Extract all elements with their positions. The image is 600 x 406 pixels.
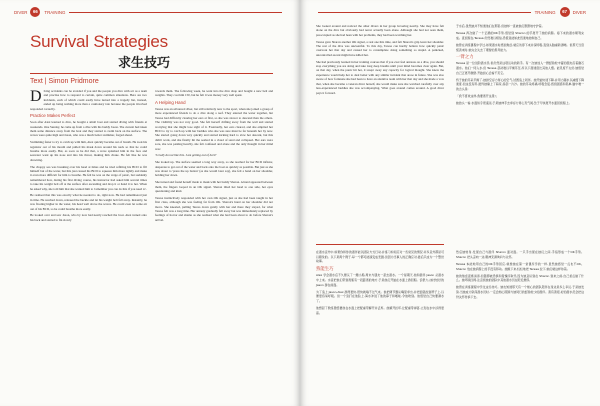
paragraph: Alex 学会潜水后不久便买了一艘小船,周末与朋友一起去潜水。一个星期天,他和潜伴 Jason 从潜水中上来。水流把他们带到离船有一段距离的地方,于是他们开始在水面上游回船。浪很大,泳技较好的 Jason 游在前面。 bbox=[316, 273, 444, 287]
paragraph: Swimming faster to try to catch up with him, Alex quickly became out of breath. He took his regulator out of his mouth and pulled his mask down around his neck so that he could breathe more easily. But, as soon as he did that, a wave splashed him in the face and seawater went up his nose and into his throat, making him choke. He felt like he was drowning. bbox=[30, 140, 147, 162]
paragraph: Teresa 是一位进阶潜水员,但仍然是这项运动的新手。有一次她加入一群经验较丰富的朋友沿着礁石潜水。他们一同入水,但 Teresa 起初难以平衡耳压,所以下潜速度比其他人慢。能见度不太好,她感觉自己正离开礁壁,开始担心会看不见它。 bbox=[456, 61, 584, 75]
subhead-helping-hand: A Helping Hand bbox=[155, 100, 186, 106]
section-divider bbox=[316, 244, 444, 245]
subhead-practice: Practice Makes Perfect bbox=[30, 113, 76, 119]
chinese-column-right bbox=[456, 250, 584, 302]
paragraph: Teresa 本能地用自己的OK手势回应,就像她在第一堂课所学的一样,虽然她感觉一点也不OK。Sharon 放在她肩膀上的手没有移动。她跪下来,轻轻地把 Teresa 拉下,她们就这样待着。 bbox=[456, 261, 584, 271]
paragraph: 终于她的耳朵平衡了,她排空浮力背心的空气,试图追上同伴。她开始快速下降,并用力踢水以减慢下降速度,但这没有用,最终她撞上了海床,扬起一片沙。她的耳朵疼痛,呼吸急促,感到困惑和孤单,脑中唯一的念头是: bbox=[456, 77, 584, 92]
paragraph: Teresa was an advanced diver, but still relatively new to the sport, when she joined a group of more experienced friends to do a dive along a reef. They entered the water together, but Teresa had difficulty clearing her ears at first, so she was slower to descend than the others. The visibility was not very good. She felt herself drifting away from the wall and started worrying that she might lose sight of it. Eventually, her ears cleared, and she emptied her BCD to try to catch up with her buddies who she was sure must be far beneath her by now. She started going down very quickly and started kicking hard to slow her descent, but this didn't work, and she finally hit the seabed in a cloud of sand and collapsed. Her ears were sore, she was panting heavily, she felt confused and alone and the only thought in her mind was: bbox=[155, 106, 273, 151]
column-1 bbox=[30, 89, 147, 225]
article-title-chinese: 求生技巧 bbox=[118, 56, 171, 71]
header-rule bbox=[318, 12, 531, 13]
paragraph: 于水后,虽然她并不知道他们在那里,但她却一直被他们默默地守护着。 bbox=[456, 24, 545, 28]
magazine-name: DIVER bbox=[572, 9, 586, 15]
magazine-name: DIVER bbox=[14, 9, 28, 15]
paragraph: She had previously learned in her training courses that if you ever feel anxious on a dive, you should stop everything you are doing and take long deep breaths until your mind becomes clear again. But, on that day, when the panic hit her, it swept away any capacity for logical thought. She knew the experience would help her to deal better with any similar incident that arose in future. She was also aware of how fortunate she had been to have an attentive team with her that day and she made a vow that, when she became a veteran diver herself, she would make sure she watched carefully over any less-experienced buddies she was accompanying. What goes around comes around. A good diver pays it forward. bbox=[316, 59, 444, 95]
paragraph: Teresa gave Sharon another OK signal, a real one this time, and felt Sharon's grip leave her shoulder. The rest of the dive was uneventful. To this day, Teresa can hardly believe how quickly panic overtook her that day and caused her to contemplate doing something so stupid. A panicked, uncontrolled ascent might have killed her. bbox=[316, 39, 444, 57]
paragraph: Soon after Alex learned to dive, he bought a small boat and started diving with friends at weekends. One Sunday, he came up from a dive with his buddy Jason. The current had taken them some distance away from the boat and they started to swim back on the surface. The waves were quite high and Jason, who was a much better swimmer, forged ahead. bbox=[30, 120, 147, 138]
paragraph: Teresa 再次做了一个正确的OK手势,感觉到 Sharon 的手离开了她的肩膀。接下来的潜水顺利完成。直到现在,Teresa 仍然难以相信,恐慌竟能如此迅速地控制自己。 bbox=[456, 31, 584, 40]
paragraph: She looked up. The surface seemed a long way away, so she reached for her BCD inflator, desperate to get out of the water and back onto the boat as quickly as possible. But just as she was about to 'press the up button' (as she would later say), she felt a hand on her shoulder, holding her down. bbox=[155, 160, 273, 178]
chinese-column-left bbox=[316, 250, 444, 318]
paragraph: 为了追上 Jason,Alex 游得更快,很快就喘不过气来。他把调节器从嘴里拿出,并把面镜拉到脖子上,以便更容易呼吸。但一个浪打在他脸上,海水冲进了他的鼻子和喉咙,令他呛到。他感觉自己快要溺水了。 bbox=[316, 289, 444, 303]
chinese-column-top bbox=[456, 24, 584, 108]
drop-cap: D bbox=[30, 88, 42, 105]
paragraph: 「我不喜欢这样,我要离开这里!」 bbox=[456, 94, 499, 99]
article-title: Survival Strategies bbox=[30, 32, 168, 51]
paragraph: 他想起了教练曾经要他在水面上把配重带解开并丢弃。他解开扣环,让配重带掉落,立刻在水中浮得更高。 bbox=[316, 306, 444, 315]
paragraph: He looked over and saw Jason, who by now had nearly reached the boat. Alex turned onto his back and started to fin slowly bbox=[30, 213, 147, 222]
paragraph: 在潜水意外中,如果你和你的潜伴能以团队方式行动,并练习如何应对一些常见的情况,许多意外都是可以避免的。以下是两个例子,每一个都可能演变成悲剧,但因为当事人的正确应对,最后只成为一个警世故事。 bbox=[316, 250, 444, 264]
byline: Text | Simon Pridmore bbox=[30, 73, 273, 85]
section-label: TRAINING bbox=[44, 9, 66, 15]
left-header bbox=[14, 6, 286, 18]
paragraph: 她的焦虑逐渐消退,但随即被恐惧和羞愧所取代,因为她意识到在 Sharon 到来之前,自己差点做了什么。她环顾四周,注意到她的团队中其他潜水员在附近悬停。 bbox=[456, 273, 584, 283]
paragraph: Teresa instinctively responded with her own OK signal, just as she had been taught in her first class, although she was feeling far from OK. Sharon's hand on her shoulder did not move. She kneeled, pulling Teresa down gently with her and there they stayed, for what Teresa felt was a long time. Her anxiety gradually fell away but was immediately replaced by feelings of horror and shame as she realised what she had been about to do before Sharon's arrival. bbox=[155, 195, 273, 222]
subhead-chinese: 一臂之力 bbox=[456, 54, 474, 60]
right-page bbox=[300, 0, 600, 406]
paragraph: She looked around and noticed the other divers in her group hovering nearby. She may have felt alone on the dive but obviously had never actually been alone. Although she had not seen them, preoccupied as she had been with her problems, they had been watching her. bbox=[316, 24, 444, 37]
paragraph: 她抬头一看,水面似乎很遥远,于是她伸手去拿浮力背心充气阀,急于尽快离开水面回到船上。 bbox=[456, 101, 572, 106]
paragraph: She turned and found herself made to mask with her buddy Sharon. A hand appeared between them, the fingers looped in an OK signal. Sharon tilted her head to one side, her eyes questioning and kind. bbox=[155, 180, 273, 193]
paragraph: towards them. The following week, he went into the dive shop and bought a new belt and weights. They cost him 150, but he felt it was money very well spent. bbox=[155, 89, 273, 98]
quote: 'I really do not like this. I am getting out of here!' bbox=[155, 153, 217, 158]
section-label: TRAINING bbox=[534, 9, 556, 15]
paragraph: The choppy sea was breaking over his head at times and he tried refitting his BCD to fill himself but of the water, but this just caused his BCD to squeeze him more tightly and make it even more difficult for him to breathe. He felt he was on the verge of panic, but suddenly remembered how, during his first diving course, his instructor had asked him several times to take his weight belt off at the surface after ascending and drop it or hand it to her. When he asked why, she told him that she wanted him to 'remember you can do this if you need to'. bbox=[30, 164, 147, 191]
paragraph: 她曾在训练课程中学过,如果潜水时感到焦虑,就应该停下来并深呼吸,直到头脑重新清晰。但那天当恐慌袭来时,她完全失去了理智的思考能力。 bbox=[456, 42, 584, 52]
column-2 bbox=[155, 89, 273, 225]
page-number: 66 bbox=[30, 7, 40, 17]
paragraph: 她曾在训练课程中学过这些技巧。她也知道那天有一个细心的团队陪伴在身边是多么幸运,于是她发誓,当她成为资深潜水员时,一定会细心照顾与她同行的经验较少的潜伴。善有善报,好的潜水员会把这份关怀传承下去。 bbox=[456, 285, 584, 299]
right-header bbox=[314, 6, 586, 18]
english-continuation bbox=[316, 24, 444, 97]
subhead-chinese: 熟能生巧 bbox=[316, 266, 334, 272]
paragraph: 然后她转身,发现自己与潜伴 Sharon 面对面。一只手出现在她们之间,手指形成一个OK手势。Sharon 把头歪向一边,眼神充满询问与关怀。 bbox=[456, 250, 584, 259]
paragraph: He realised that this was exactly what he needed to do, right now. He had remembered just in time. He reached down, released the buckle and let his weight belt fall away. Instantly, he was floating higher in the water, his head well above the waves. He could even let some air out of his BCD, so he could breathe more easily. bbox=[30, 193, 147, 211]
page-number: 67 bbox=[560, 7, 570, 17]
header-rule bbox=[69, 12, 282, 13]
intro-paragraph: Diving accidents can be avoided if you and the people you dive with act as a team and practise how to respond to certain, quite common situations. Here are two incidents, each of which could easily have turned into a tragedy but, instead, ended up being nothing more than a cautionary tale because the people involved responded correctly. bbox=[30, 88, 147, 111]
